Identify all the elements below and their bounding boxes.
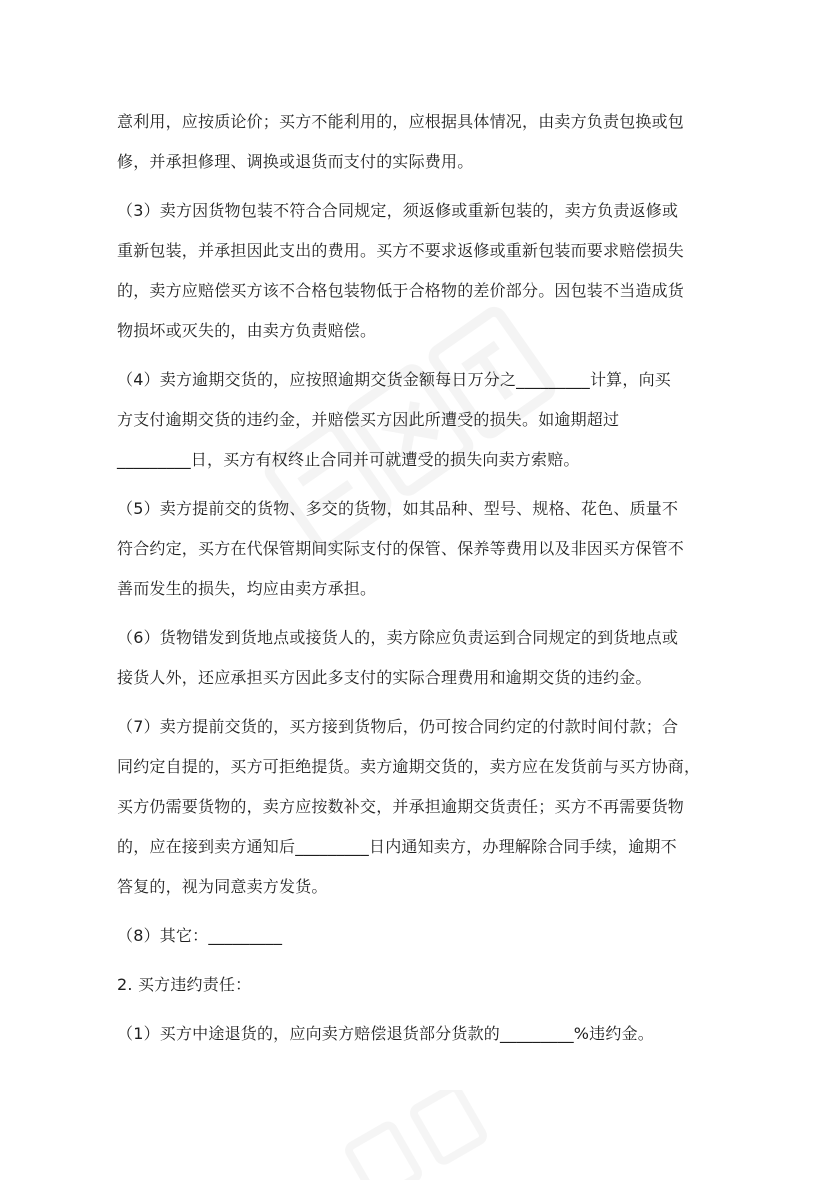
body-line-3 xyxy=(117,200,717,222)
body-line-1 xyxy=(117,111,717,133)
body-line-10 xyxy=(117,498,717,520)
text-line: 2. 买方违约责任： xyxy=(117,975,252,994)
text-line: _________日，买方有权终止合同并可就遭受的损失向卖方索赔。 xyxy=(117,450,580,469)
body-line-15 xyxy=(117,716,717,738)
text-line: （4）卖方逾期交货的，应按照逾期交货金额每日万分之_________计算，向买 xyxy=(117,370,671,389)
text-line: 的，应在接到卖方通知后_________日内通知卖方，办理解除合同手续，逾期不 xyxy=(117,837,677,856)
text-line: 同约定自提的，买方可拒绝提货。卖方逾期交货的，卖方应在发货前与买方协商， xyxy=(117,757,701,776)
body-line-6 xyxy=(117,320,717,342)
body-line-19 xyxy=(117,876,717,898)
body-line-5 xyxy=(117,280,717,302)
text-line: （1）买方中途退货的，应向卖方赔偿退货部分货款的_________%违约金。 xyxy=(117,1024,654,1043)
watermark-logo-icon-bottom xyxy=(330,1090,510,1180)
text-line: 接货人外，还应承担买方因此多支付的实际合理费用和逾期交货的违约金。 xyxy=(117,668,652,687)
text-line: 的，卖方应赔偿买方该不合格包装物低于合格物的差价部分。因包装不当造成货 xyxy=(117,281,685,300)
body-line-9 xyxy=(117,449,717,471)
text-line: 修，并承担修理、调换或退货而支付的实际费用。 xyxy=(117,152,474,171)
text-line: 买方仍需要货物的，卖方应按数补交，并承担逾期交货责任；买方不再需要货物 xyxy=(117,797,685,816)
body-line-16 xyxy=(117,756,717,778)
text-line: （5）卖方提前交的货物、多交的货物，如其品种、型号、规格、花色、质量不 xyxy=(117,499,679,518)
body-line-14 xyxy=(117,667,717,689)
text-line: （6）货物错发到货地点或接货人的，卖方除应负责运到合同规定的到货地点或 xyxy=(117,628,679,647)
body-line-17 xyxy=(117,796,717,818)
text-line: 善而发生的损失，均应由卖方承担。 xyxy=(117,579,377,598)
text-line: 重新包装，并承担因此支出的费用。买方不要求返修或重新包装而要求赔偿损失 xyxy=(117,241,685,260)
text-line: 方支付逾期交货的违约金，并赔偿买方因此所遭受的损失。如逾期超过 xyxy=(117,410,620,429)
body-line-13 xyxy=(117,627,717,649)
body-line-11 xyxy=(117,538,717,560)
text-line: 符合约定，买方在代保管期间实际支付的保管、保养等费用以及非因买方保管不 xyxy=(117,539,685,558)
text-line: 答复的，视为同意卖方发货。 xyxy=(117,877,328,896)
body-line-20 xyxy=(117,925,717,947)
section-heading-buyer-liability xyxy=(117,974,717,996)
text-line: （3）卖方因货物包装不符合合同规定，须返修或重新包装的，卖方负责返修或 xyxy=(117,201,679,220)
text-line: 意利用，应按质论价；买方不能利用的，应根据具体情况，由卖方负责包换或包 xyxy=(117,112,685,131)
body-line-18 xyxy=(117,836,717,858)
text-line: （8）其它：_________ xyxy=(117,926,283,945)
body-line-12 xyxy=(117,578,717,600)
body-line-4 xyxy=(117,240,717,262)
text-line: 物损坏或灭失的，由卖方负责赔偿。 xyxy=(117,321,377,340)
body-line-8 xyxy=(117,409,717,431)
body-line-2 xyxy=(117,151,717,173)
body-line-7 xyxy=(117,369,717,391)
text-line: （7）卖方提前交货的，买方接到货物后，仍可按合同约定的付款时间付款；合 xyxy=(117,717,679,736)
body-line-22 xyxy=(117,1023,717,1045)
